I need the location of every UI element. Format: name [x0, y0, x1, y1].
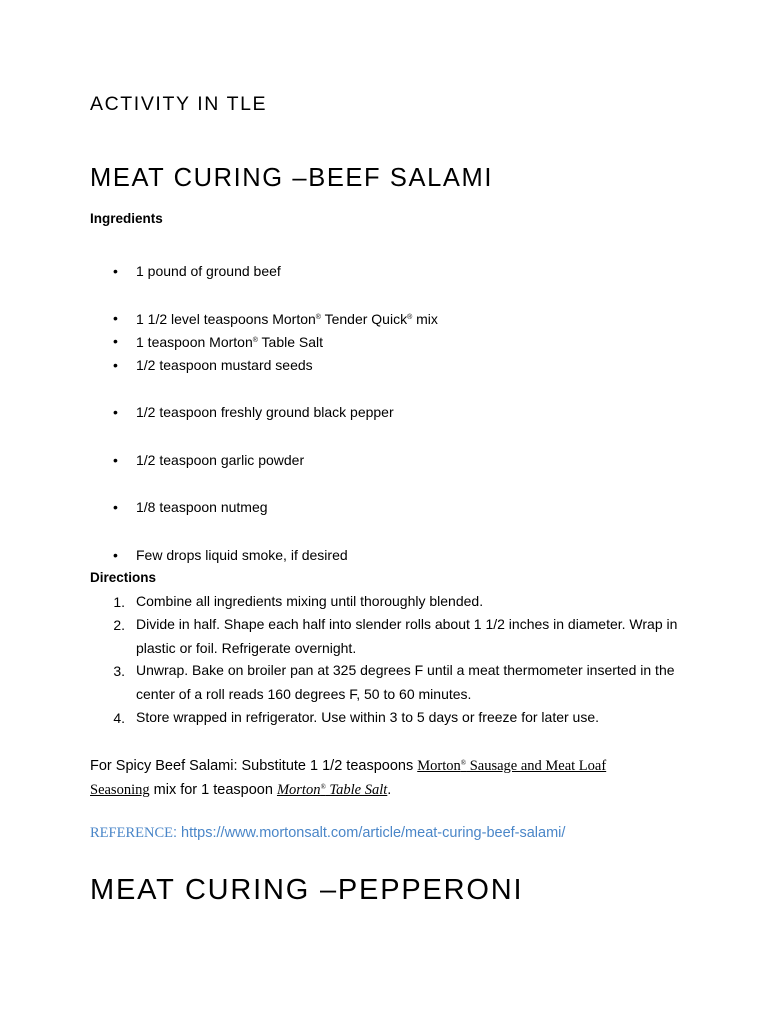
sausage-seasoning-link[interactable]: Morton® Sausage and Meat Loaf	[417, 758, 607, 774]
ingredient-item: 1/2 teaspoon freshly ground black pepper	[136, 404, 394, 420]
direction-step: Store wrapped in refrigerator. Use within 3 to 5 days or freeze for later use.	[136, 709, 600, 725]
bullet-icon: •	[113, 404, 118, 420]
activity-title: ACTIVITY IN TLE	[90, 93, 268, 115]
bullet-icon: •	[113, 333, 118, 349]
bullet-icon: •	[113, 357, 118, 373]
step-number: 2.	[113, 617, 125, 633]
direction-step: Combine all ingredients mixing until thoroughly blended.	[136, 593, 484, 609]
reference-line: REFERENCE: https://www.mortonsalt.com/article/meat-curing-beef-salami/	[90, 825, 566, 841]
step-number: 4.	[113, 710, 125, 726]
step-number: 1.	[113, 594, 125, 610]
direction-step: Divide in half. Shape each half into slender rolls about 1 1/2 inches in diameter. Wrap in plastic or foil. Refrigerate overnight.	[136, 616, 678, 656]
spicy-variation-line1: For Spicy Beef Salami: Substitute 1 1/2 teaspoons Morton® Sausage and Meat Loaf	[90, 758, 607, 774]
direction-step: Unwrap. Bake on broiler pan at 325 degrees F until a meat thermometer inserted in the center of a roll reads 160 degrees F, 50 to 60 minutes.	[136, 662, 675, 702]
ingredients-heading: Ingredients	[90, 211, 163, 226]
bullet-icon: •	[113, 499, 118, 515]
ingredient-item: 1/2 teaspoon mustard seeds	[136, 357, 313, 373]
step-number: 3.	[113, 663, 125, 679]
section-title-pepperoni: MEAT CURING –PEPPERONI	[90, 874, 524, 906]
ingredient-item: Few drops liquid smoke, if desired	[136, 547, 348, 563]
reference-label: REFERENCE	[90, 825, 173, 841]
bullet-icon: •	[113, 263, 118, 279]
ingredient-item: 1 1/2 level teaspoons Morton® Tender Quick® mix	[136, 311, 438, 327]
spicy-variation-line2: Seasoning mix for 1 teaspoon Morton® Table Salt.	[90, 782, 392, 798]
ingredient-item: 1/8 teaspoon nutmeg	[136, 499, 268, 515]
ingredient-item: 1 pound of ground beef	[136, 263, 281, 279]
bullet-icon: •	[113, 547, 118, 563]
section-title-beef-salami: MEAT CURING –BEEF SALAMI	[90, 164, 494, 192]
reference-url-link[interactable]: https://www.mortonsalt.com/article/meat-curing-beef-salami/	[181, 825, 566, 841]
table-salt-link[interactable]: Morton® Table Salt	[276, 782, 388, 798]
directions-heading: Directions	[90, 570, 157, 585]
bullet-icon: •	[113, 452, 118, 468]
bullet-icon: •	[113, 310, 118, 326]
ingredient-item: 1/2 teaspoon garlic powder	[136, 452, 305, 468]
ingredient-item: 1 teaspoon Morton® Table Salt	[136, 334, 324, 350]
sausage-seasoning-link-cont[interactable]: Seasoning	[90, 782, 150, 798]
